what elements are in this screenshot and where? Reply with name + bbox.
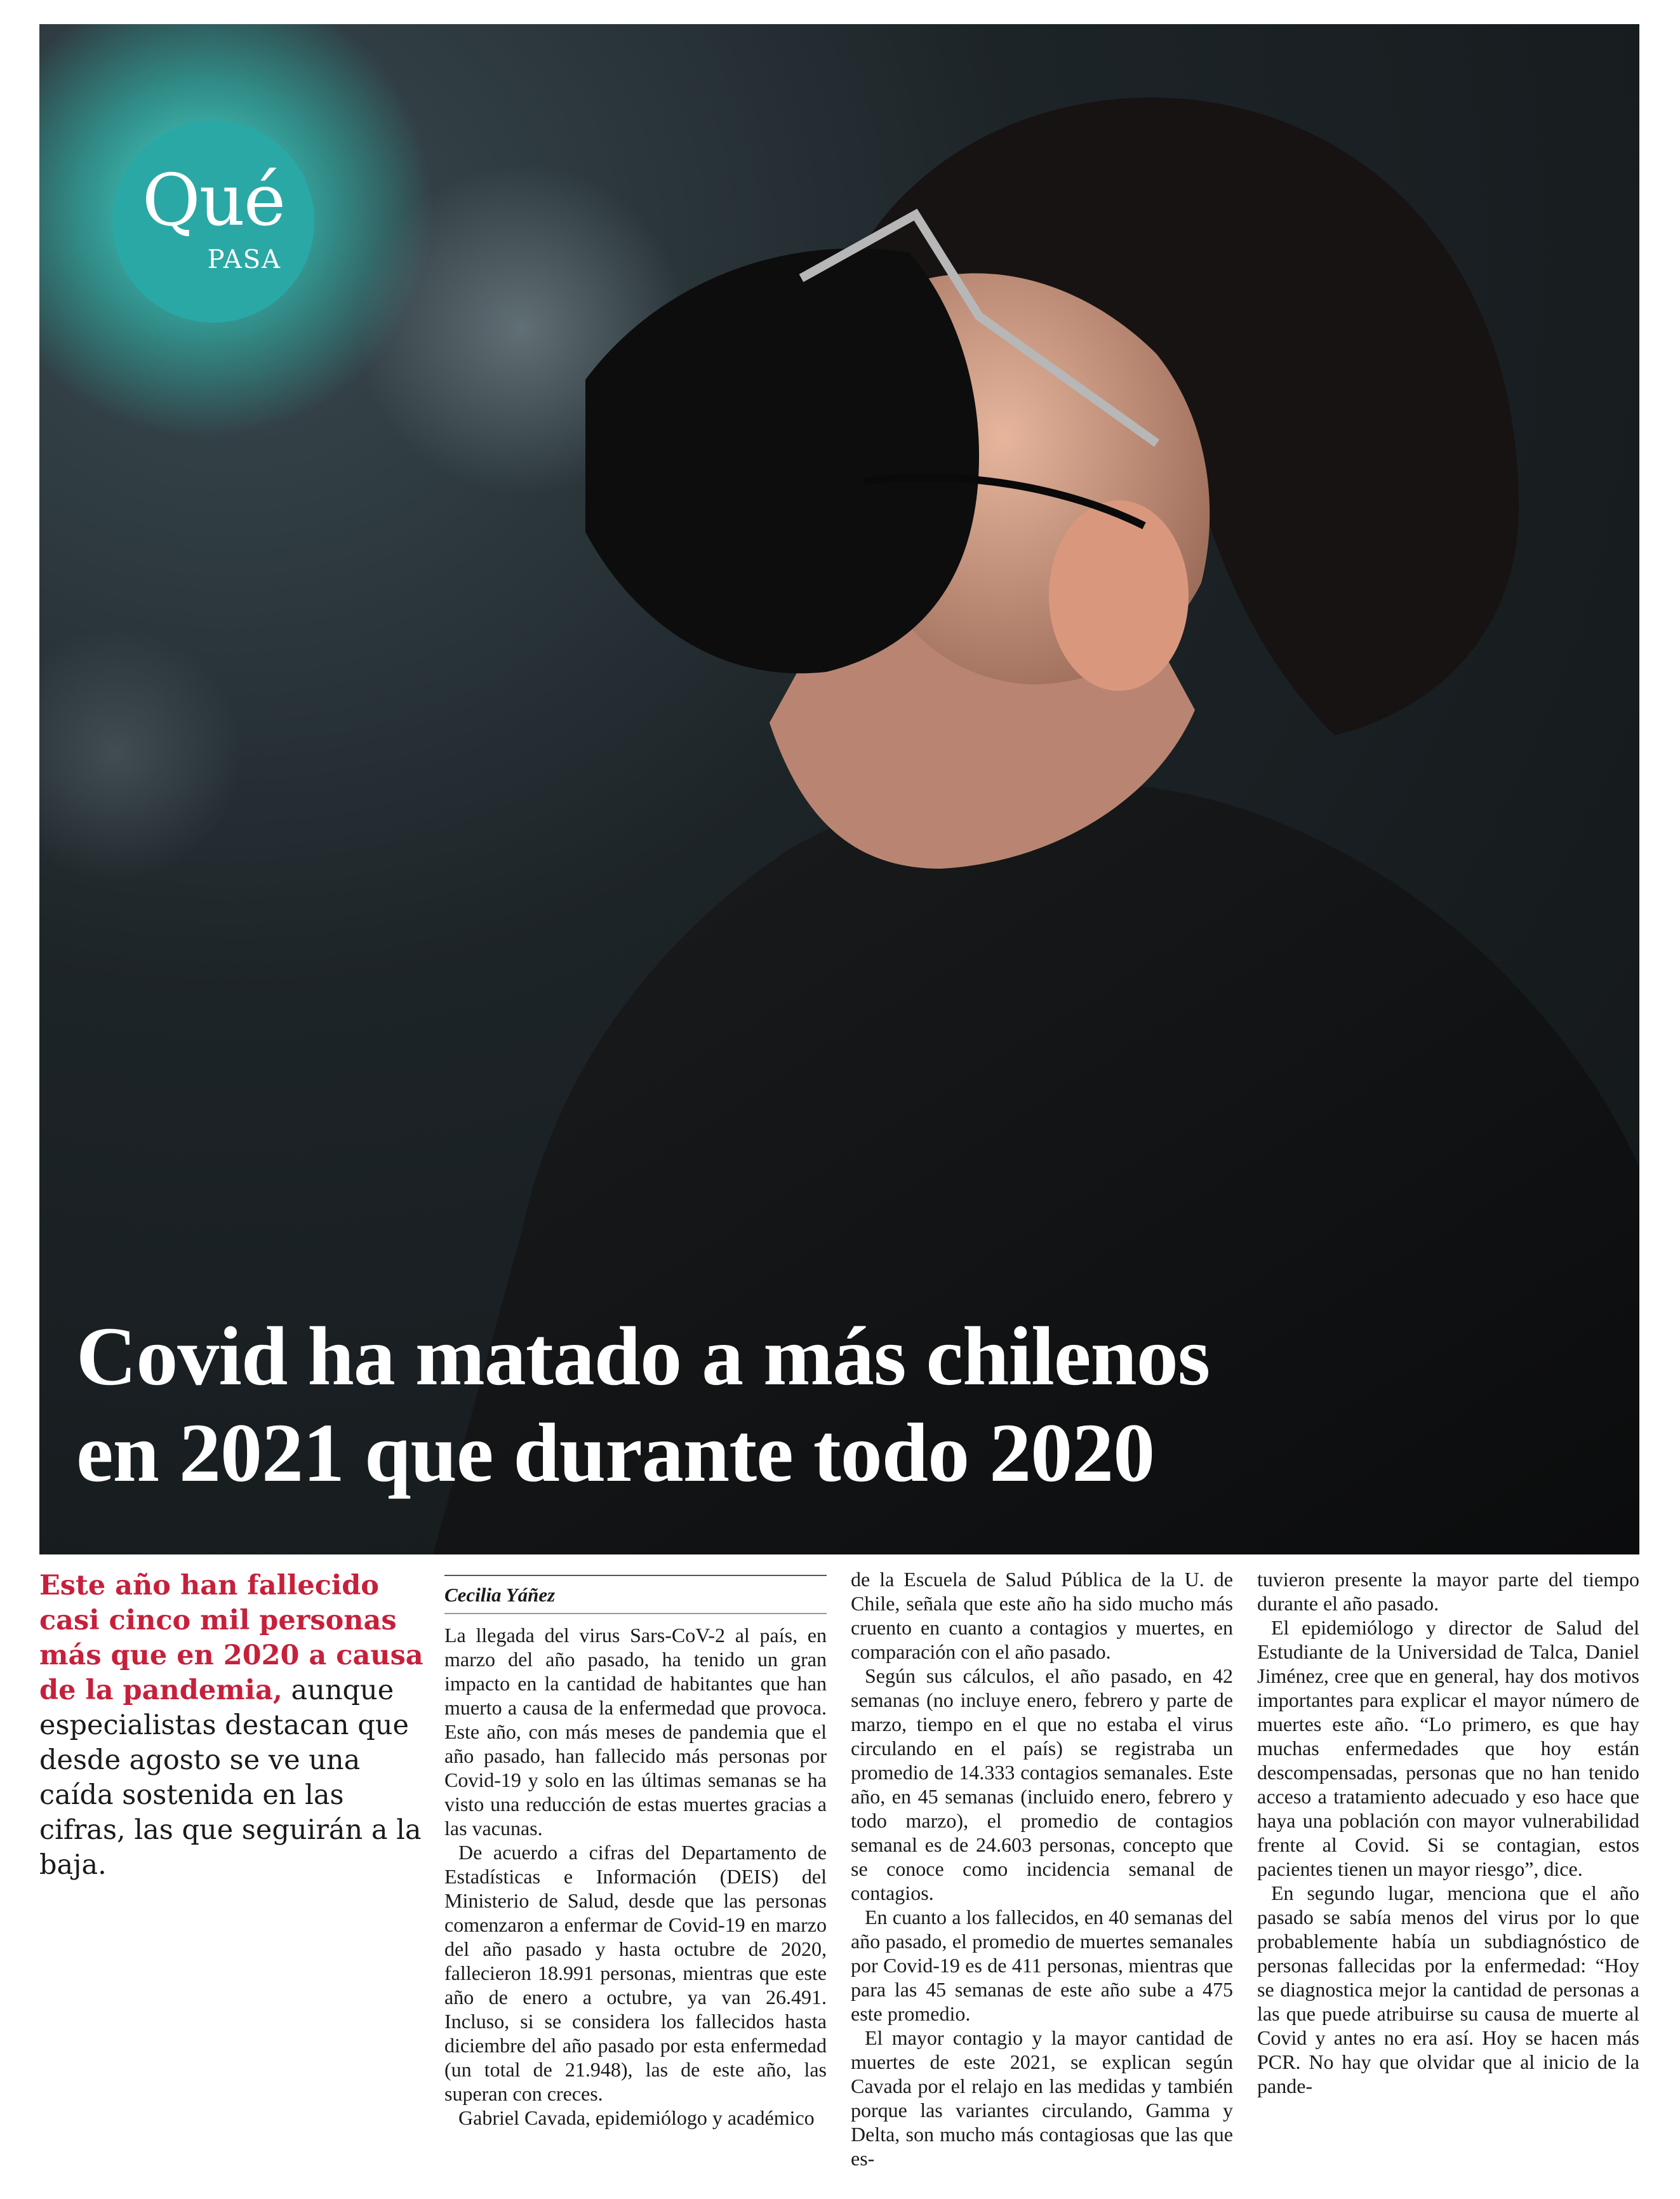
headline	[76, 1308, 1537, 1501]
article-column-3	[1257, 1567, 1639, 2098]
paragraph: En segundo lugar, menciona que el año pasado se sabía menos del virus por lo que probablemente había un subdiagnóstico de personas fallecidas por la enfermedad: “Hoy se diagnostica mejor la cantidad de personas a las que puede atribuirse su causa de muerte al Covid y antes no era así. Hoy se hacen más PCR. No hay que olvidar que al inicio de la pande-	[1257, 1882, 1639, 2097]
page-footer	[39, 2184, 1639, 2185]
logo-sub-text: PASA	[207, 245, 281, 274]
article-column-2	[851, 1567, 1233, 2170]
paragraph: de la Escuela de Salud Pública de la U. de Chile, señala que este año ha sido mucho más cruento en cuanto a contagios y muertes, en comparación con el año pasado.	[851, 1568, 1233, 1663]
que-pasa-logo	[112, 121, 314, 323]
page-header-strip	[39, 0, 1639, 24]
grey-bokeh-light-left	[39, 627, 243, 881]
paragraph: El epidemiólogo y director de Salud del Estudiante de la Universidad de Talca, Daniel Jiménez, cree que en general, hay dos motivos importantes para explicar el mayor número de muertes este año. “Lo primero, es que hay muchas enfermedades que hoy están descompensadas, personas que no han tenido acceso a tratamiento adecuado y eso hace que haya una población con mayor vulnerabilidad frente al Covid. Si se contagian, estos pacientes tienen un mayor riesgo”, dice.	[1257, 1616, 1639, 1880]
byline-rule	[444, 1575, 827, 1576]
ear	[1049, 500, 1189, 691]
paragraph: El mayor contagio y la mayor cantidad de muertes de este 2021, se explican según Cavada por el relajo en las medidas y también porque las variantes circulando, Gamma y Delta, son mucho más contagiosas que las que es-	[851, 2026, 1233, 2170]
lead-rest: aunque especialistas destacan que desde agosto se ve una caída sostenida en las cifras, las que seguirán a la baja.	[39, 1674, 422, 1881]
byline: Cecilia Yáñez	[444, 1582, 827, 1614]
paragraph: De acuerdo a cifras del Departamento de Estadísticas e Información (DEIS) del Ministerio de Salud, desde que las personas comenzaron a enfermar de Covid-19 en marzo del año pasado y hasta octubre de 2020, fallecieron 18.991 personas, mientras que este año de enero a octubre, ya van 26.491. Incluso, si se considera los fallecidos hasta diciembre del año pasado por esta enfermedad (un total de 21.948), las de este año, las superan con creces.	[444, 1841, 827, 2105]
paragraph: tuvieron presente la mayor parte del tiempo durante el año pasado.	[1257, 1568, 1639, 1615]
lead-highlight: Este año han fallecido casi cinco mil personas más que en 2020 a causa de la pandemia,	[39, 1570, 423, 1706]
paragraph: Gabriel Cavada, epidemiólogo y académico	[458, 2106, 815, 2129]
logo-main-text: Qué	[142, 159, 285, 242]
article-column-1	[444, 1575, 827, 2130]
headline-line-1: Covid ha matado a más chilenos	[76, 1309, 1210, 1403]
paragraph: La llegada del virus Sars-CoV-2 al país, en marzo del año pasado, ha tenido un gran impacto en la cantidad de habitantes que han muerto a causa de la enfermedad que provoca. Este año, con más meses de pandemia que el año pasado, han fallecido más personas por Covid-19 y solo en las últimas semanas se ha visto una reducción de estas muertes gracias a las vacunas.	[444, 1624, 827, 1840]
lead-paragraph	[39, 1568, 427, 1883]
headline-line-2: en 2021 que durante todo 2020	[76, 1406, 1155, 1499]
paragraph: Según sus cálculos, el año pasado, en 42 semanas (no incluye enero, febrero y parte de marzo, tiempo en el que no estaba el virus circulando en el país) se registraba un promedio de 14.333 contagios semanales. Este año, en 45 semanas (incluido enero, febrero y todo marzo), el promedio de contagios semanal es de 24.603 personas, concepto que se conoce como incidencia semanal de contagios.	[851, 1664, 1233, 1904]
paragraph: En cuanto a los fallecidos, en 40 semanas del año pasado, el promedio de muertes semanales por Covid-19 es de 411 personas, mientras que para las 45 semanas de este año sube a 475 este promedio.	[851, 1906, 1233, 2025]
